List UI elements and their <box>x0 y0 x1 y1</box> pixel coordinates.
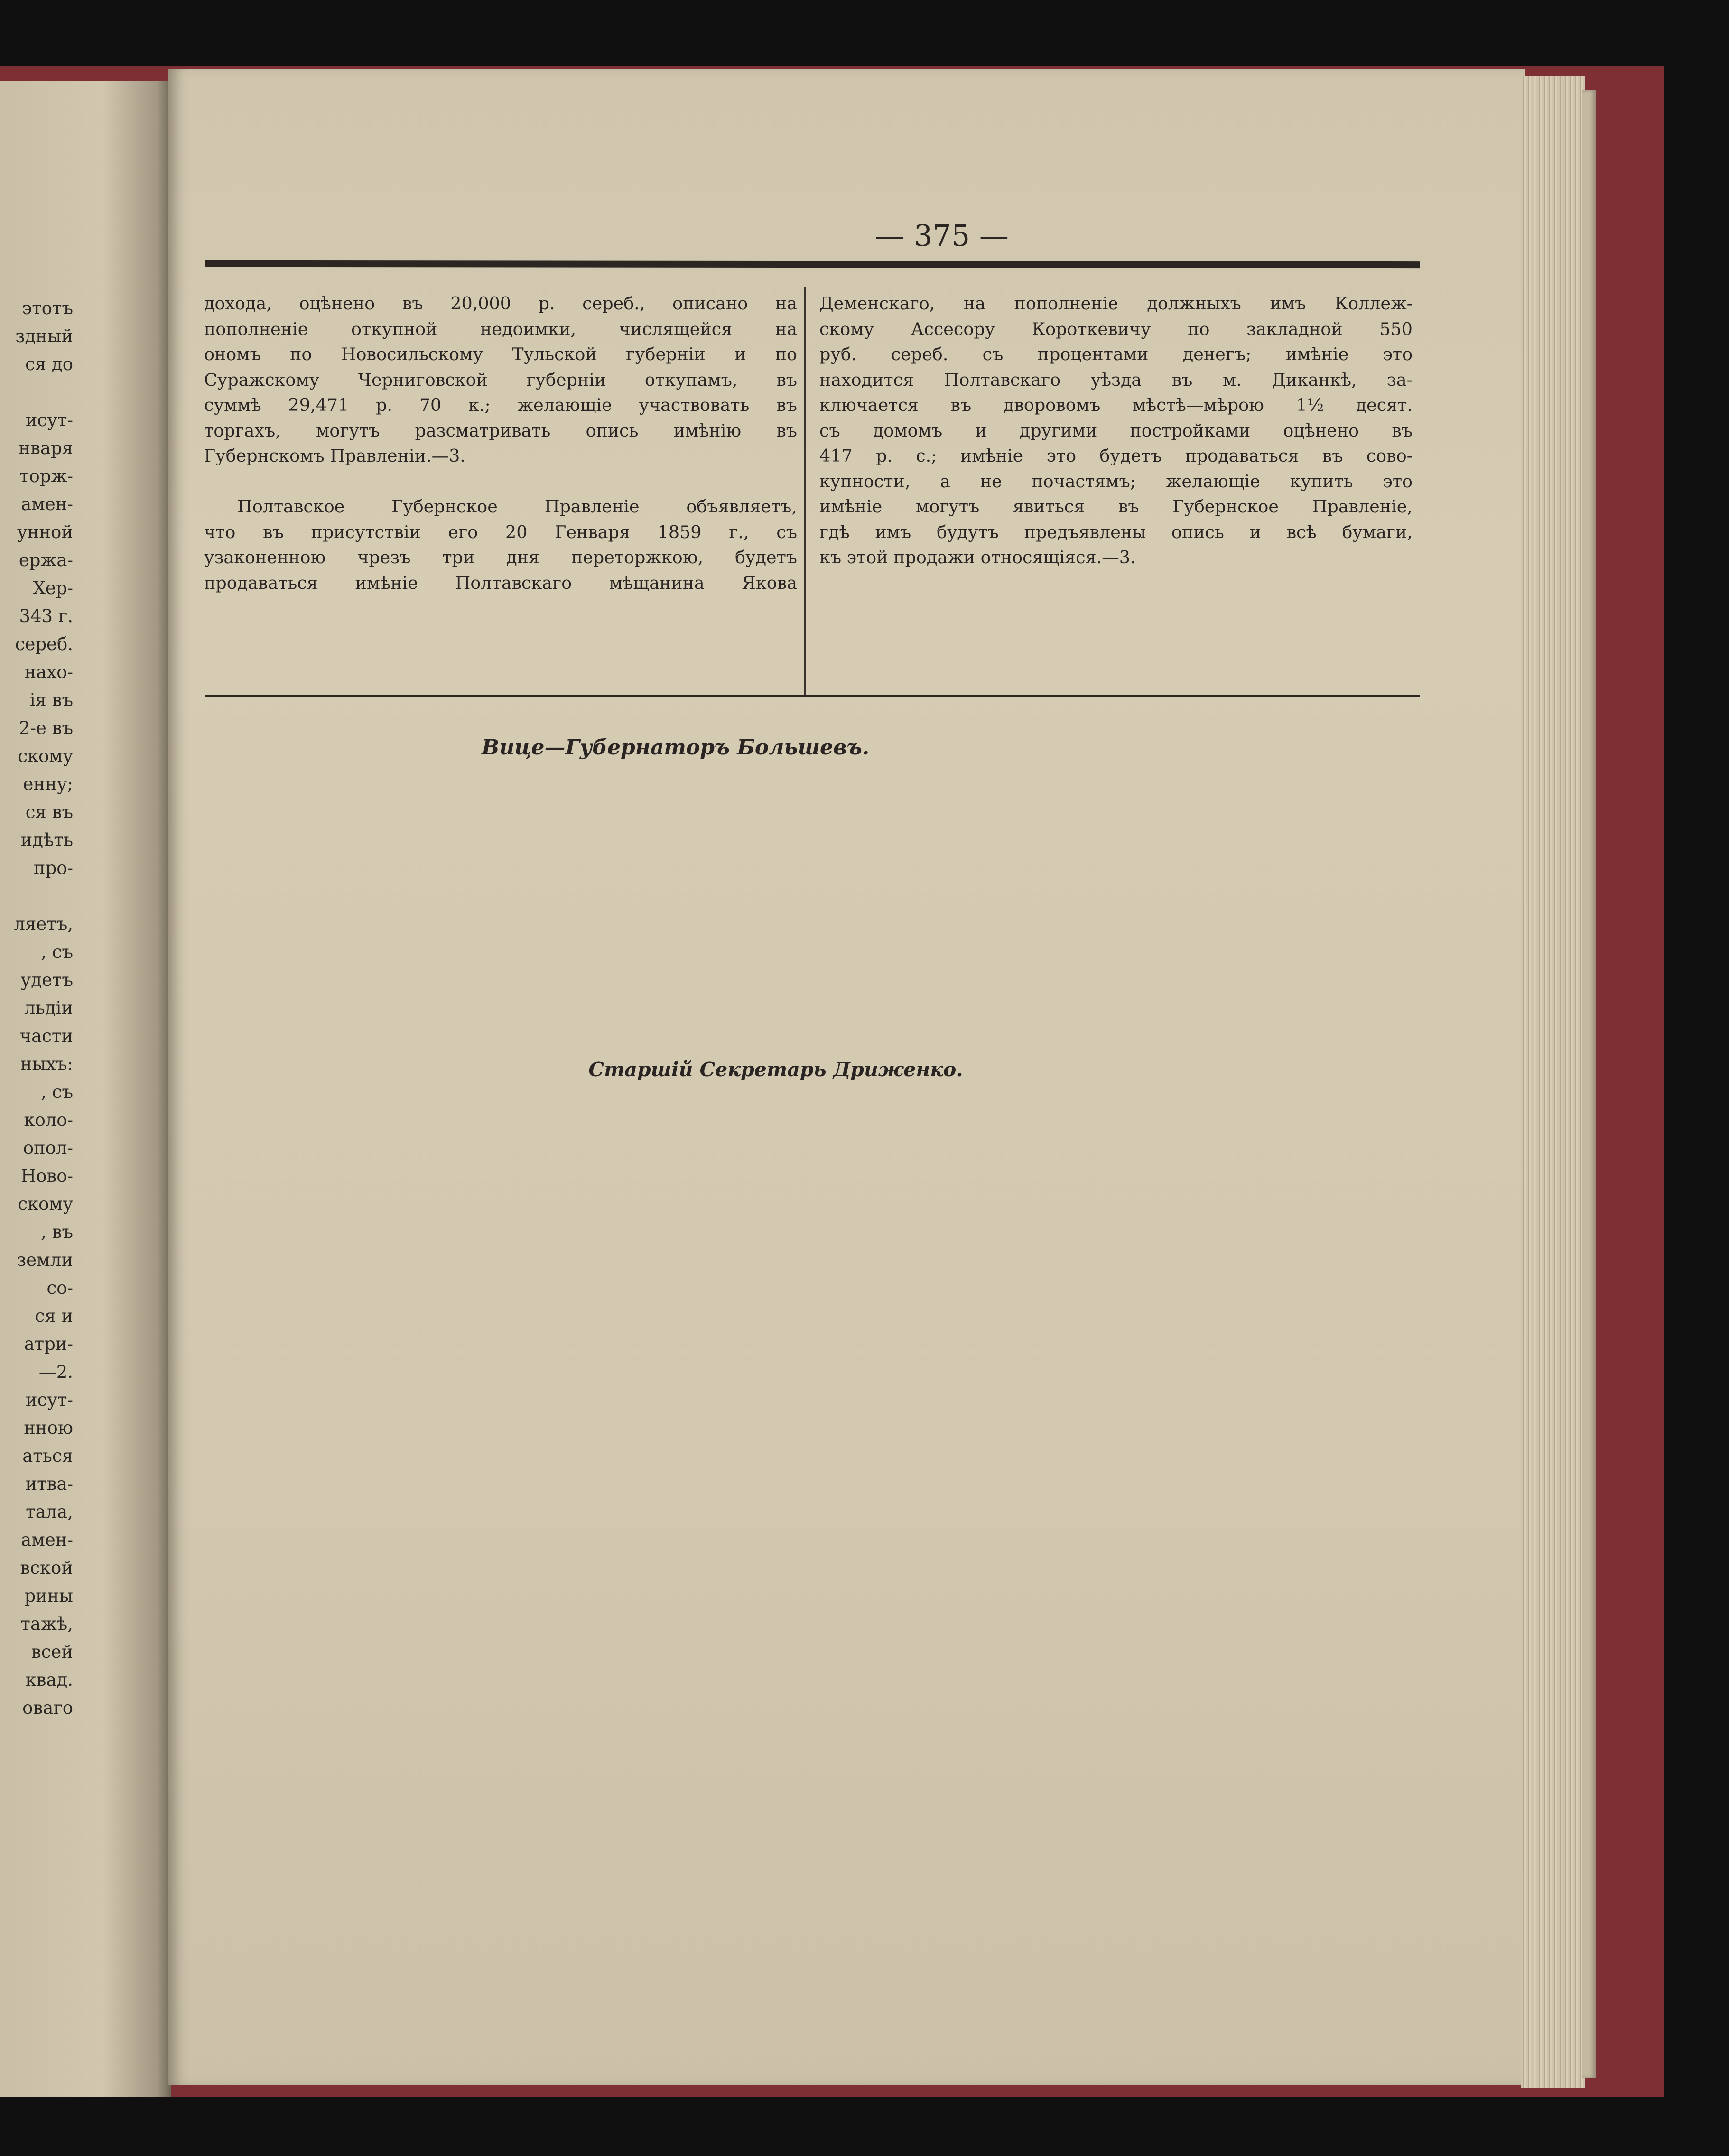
text-line: ономъ по Новосильскому Тульской губерніи и по <box>204 344 797 364</box>
left-page-line: амен- <box>21 1530 73 1550</box>
text-line: дохода, оцѣнено въ 20,000 р. сереб., описано на <box>204 293 797 314</box>
left-page-line: опол- <box>23 1138 73 1158</box>
text-line: суммѣ 29,471 р. 70 к.; желающіе участвовать въ <box>204 395 797 415</box>
left-page-line: ныхъ: <box>20 1054 73 1074</box>
left-page-line: ержа- <box>19 550 73 570</box>
left-page-line: аться <box>22 1446 73 1466</box>
left-page-line: рины <box>24 1586 73 1606</box>
text-line: гдѣ имъ будутъ предъявлены опись и всѣ бумаги, <box>819 521 1413 542</box>
left-page-line: —2. <box>38 1362 73 1382</box>
left-page-line: атри- <box>24 1334 73 1354</box>
left-page-line: скому <box>18 746 73 766</box>
left-page-line: квад. <box>25 1670 73 1690</box>
left-page-line: скому <box>18 1194 73 1214</box>
left-page-line: 2-е въ <box>19 718 73 738</box>
text-line: руб. сереб. съ процентами денегъ; имѣніе это <box>819 344 1413 364</box>
left-page-line: Ново- <box>20 1166 73 1186</box>
footer-rule <box>205 695 1420 697</box>
document-page <box>168 69 1525 2085</box>
left-page-line: итва- <box>25 1474 73 1494</box>
text-line: продаваться имѣніе Полтавскаго мѣщанина Якова <box>204 572 797 593</box>
left-page-line: сереб. <box>15 634 73 654</box>
left-page-line <box>2 378 73 406</box>
left-page-line: ляетъ, <box>14 914 73 934</box>
left-page-line: земли <box>16 1250 73 1270</box>
left-page-line <box>2 882 73 910</box>
left-page-line: , съ <box>41 942 73 962</box>
left-page-line: амен- <box>21 494 73 514</box>
page-edges <box>1521 76 1585 2088</box>
left-page-line: тажѣ, <box>20 1614 73 1634</box>
page-number: — 375 — <box>875 218 1009 253</box>
text-line: пополненіе откупной недоимки, числящейся на <box>204 318 797 339</box>
left-page-line: со- <box>46 1278 73 1298</box>
vice-governor-signature: Вице—Губернаторъ Большевъ. <box>482 735 870 760</box>
text-line: что въ присутствіи его 20 Генваря 1859 г., съ <box>204 521 797 542</box>
text-line: Деменскаго, на пополненіе должныхъ имъ Коллеж- <box>819 293 1413 314</box>
left-page-line: , въ <box>41 1222 73 1242</box>
text-line: съ домомъ и другими постройками оцѣнено въ <box>819 420 1413 441</box>
left-page-line: енну; <box>23 774 73 794</box>
left-page-line: ія въ <box>29 690 73 710</box>
left-page-line: этотъ <box>22 298 73 318</box>
left-page-line: исут- <box>25 410 73 430</box>
left-page-line: нною <box>24 1418 73 1438</box>
text-line: Полтавское Губернское Правленіе объявляетъ, <box>237 496 797 517</box>
left-page-line: коло- <box>24 1110 73 1130</box>
left-page-line: ся до <box>25 354 73 374</box>
left-page-line: унной <box>17 522 73 542</box>
left-page-line: про- <box>33 858 73 878</box>
left-page-text-fragments <box>2 294 73 1722</box>
text-line: Губернскомъ Правленіи.—3. <box>204 446 465 466</box>
text-line: купности, а не почастямъ; желающіе купить это <box>819 471 1413 492</box>
text-line: имѣніе могутъ явиться въ Губернское Правленіе, <box>819 496 1413 517</box>
text-line: Суражскому Черниговской губерніи откупамъ, въ <box>204 369 797 390</box>
left-page-line: идѣть <box>20 830 73 850</box>
left-page-line: нваря <box>19 438 73 458</box>
text-line: узаконенною чрезъ три дня переторжкою, будетъ <box>204 547 797 567</box>
left-page-line: Хер- <box>33 578 73 598</box>
text-line: торгахъ, могутъ разсматривать опись имѣнію въ <box>204 420 797 441</box>
text-line <box>204 469 797 494</box>
page-edges-shadow <box>1582 90 1596 2078</box>
senior-secretary-signature: Старшій Секретарь Дриженко. <box>588 1058 963 1081</box>
left-page-line: 343 г. <box>19 606 73 626</box>
header-rule <box>205 260 1420 268</box>
left-page-line: нахо- <box>24 662 73 682</box>
left-page-line: тала, <box>26 1502 73 1522</box>
right-text-column <box>819 291 1413 570</box>
left-page-line: льдіи <box>24 998 73 1018</box>
left-text-column <box>204 291 797 595</box>
left-page-line: части <box>19 1026 73 1046</box>
left-page-line: вской <box>20 1558 73 1578</box>
left-page <box>0 81 171 2097</box>
left-page-line: торж- <box>19 466 73 486</box>
left-page-line: ся въ <box>25 802 73 822</box>
column-divider <box>804 287 806 695</box>
text-line: скому Ассесору Короткевичу по закладной 550 <box>819 318 1413 339</box>
left-page-line: исут- <box>25 1390 73 1410</box>
text-line: къ этой продажи относящіяся.—3. <box>819 547 1136 567</box>
left-page-line: оваго <box>22 1698 73 1718</box>
text-line: 417 р. с.; имѣніе это будетъ продаваться въ сово- <box>819 446 1413 466</box>
text-line: находится Полтавскаго уѣзда въ м. Диканкѣ, за- <box>819 369 1413 390</box>
left-page-line: ся и <box>35 1306 73 1326</box>
left-page-line: удетъ <box>20 970 73 990</box>
left-page-line: всей <box>31 1642 73 1662</box>
left-page-line: , съ <box>41 1082 73 1102</box>
text-line: ключается въ дворовомъ мѣстѣ—мѣрою 1½ десят. <box>819 395 1413 415</box>
left-page-line: здный <box>15 326 73 346</box>
